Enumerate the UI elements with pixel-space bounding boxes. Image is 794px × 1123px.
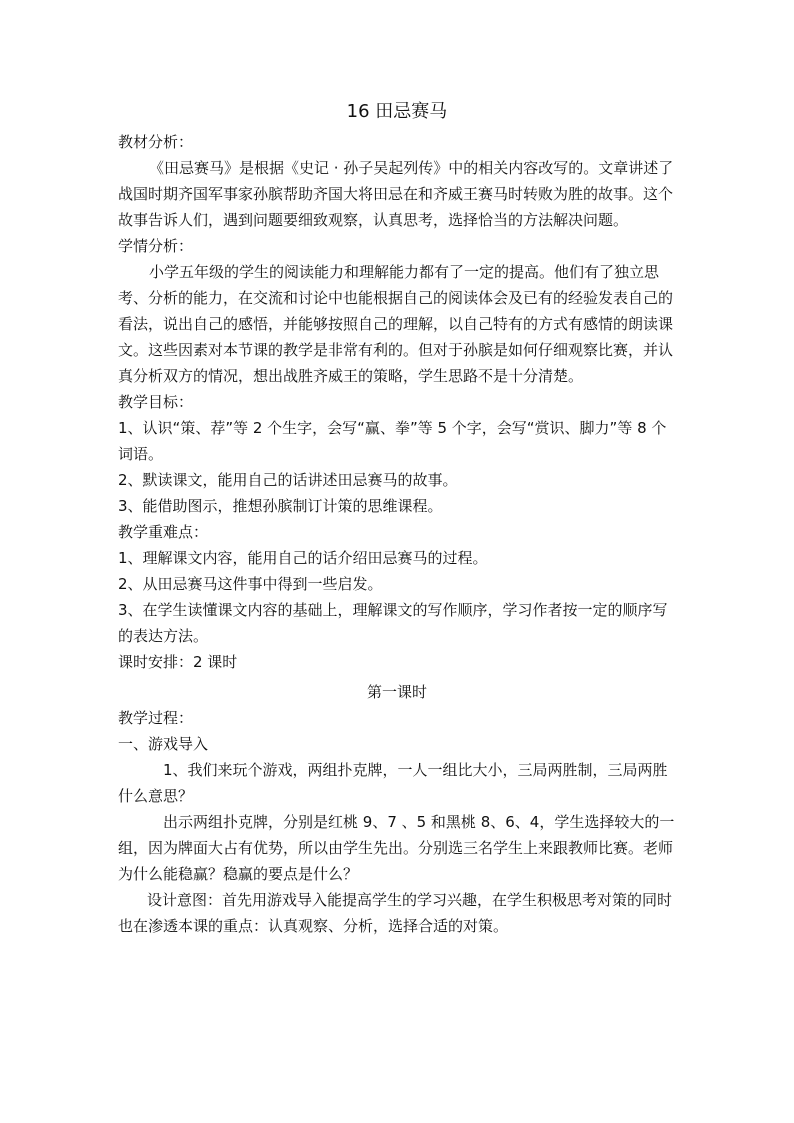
- keypoint-item-3: 3、在学生读懂课文内容的基础上，理解课文的写作顺序，学习作者按一定的顺序写的表达方法。: [118, 601, 668, 645]
- keypoint-item-1: 1、理解课文内容，能用自己的话介绍田忌赛马的过程。: [118, 549, 488, 567]
- process-paragraph-1: 1、我们来玩个游戏，两组扑克牌，一人一组比大小，三局两胜制，三局两胜什么意思？: [118, 761, 668, 805]
- section-heading-goals: 教学目标：: [118, 393, 194, 411]
- goal-item-1: 1、认识“策、荐”等 2 个生字，会写“赢、拳”等 5 个字，会写“赏识、脚力”等 8 个词语。: [118, 419, 667, 463]
- schedule-line: 课时安排：2 课时: [118, 653, 238, 671]
- keypoint-item-2: 2、从田忌赛马这件事中得到一些启发。: [118, 575, 383, 593]
- students-paragraph: 小学五年级的学生的阅读能力和理解能力都有了一定的提高。他们有了独立思考、分析的能力，在交流和讨论中也能根据自己的阅读体会及已有的经验发表自己的看法，说出自己的感悟，并能够按照自己的理解，以自己特有的方式有感情的朗读课文。这些因素对本节课的教学是非常有利的。但对于孙膑是如何仔细观察比赛，并认真分析双方的情况，想出战胜齐威王的策略，学生思路不是十分清楚。: [118, 263, 674, 385]
- page-title: 16 田忌赛马: [346, 101, 448, 122]
- section-heading-students: 学情分析：: [118, 237, 194, 255]
- section-heading-materials: 教材分析：: [118, 133, 194, 151]
- process-paragraph-3: 设计意图：首先用游戏导入能提高学生的学习兴趣，在学生积极思考对策的同时也在渗透本课的重点：认真观察、分析，选择合适的对策。: [118, 891, 673, 935]
- goal-item-2: 2、默读课文，能用自己的话讲述田忌赛马的故事。: [118, 471, 458, 489]
- section-heading-keypoints: 教学重难点：: [118, 523, 209, 541]
- section-heading-process: 教学过程：: [118, 709, 194, 727]
- materials-paragraph: 《田忌赛马》是根据《史记 · 孙子吴起列传》中的相关内容改写的。文章讲述了战国时期齐国军事家孙膑帮助齐国大将田忌在和齐威王赛马时转败为胜的故事。这个故事告诉人们，遇到问题要细致观察，认真思考，选择恰当的方法解决问题。: [118, 159, 674, 229]
- document-page: [118, 96, 676, 939]
- process-part-1: 一、游戏导入: [118, 735, 209, 753]
- lesson-title: 第一课时: [366, 683, 427, 701]
- process-paragraph-2: 出示两组扑克牌，分别是红桃 9、7 、5 和黑桃 8、6、4，学生选择较大的一组，因为牌面大占有优势，所以由学生先出。分别选三名学生上来跟教师比赛。老师为什么能稳赢？稳赢的要点是什么？: [118, 813, 675, 883]
- goal-item-3: 3、能借助图示，推想孙膑制订计策的思维课程。: [118, 497, 443, 515]
